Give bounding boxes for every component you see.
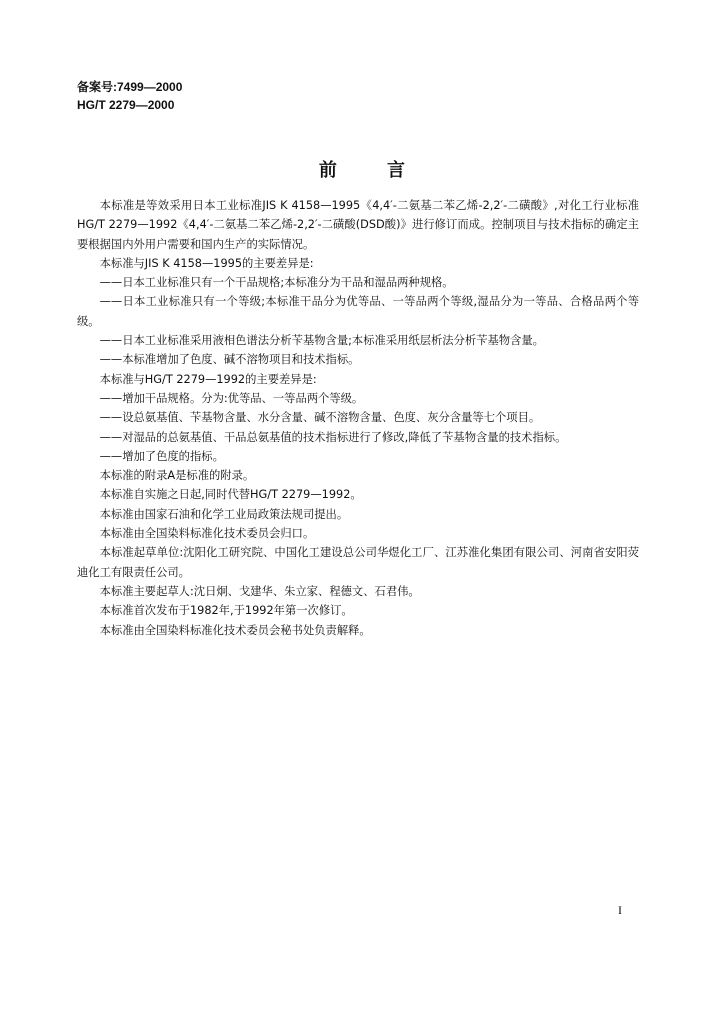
paragraph: 本标准由全国染料标准化技术委员会归口。: [99, 527, 315, 541]
paragraph: ——日本工业标准采用液相色谱法分析苄基物含量;本标准采用纸层析法分析苄基物含量。: [99, 334, 544, 348]
paragraph: ——设总氨基值、苄基物含量、水分含量、碱不溶物含量、色度、灰分含量等七个项目。: [99, 411, 541, 425]
paragraph: ——日本工业标准只有一个干品规格;本标准分为干品和湿品两种规格。: [99, 276, 454, 290]
paragraph: ——增加了色度的指标。: [99, 449, 224, 463]
paragraph: ——日本工业标准只有一个等级;本标准干品分为优等品、一等品两个等级,湿品分为一等品、合格品两个等级。: [77, 295, 639, 328]
paragraph: ——本标准增加了色度、碱不溶物项目和技术指标。: [99, 353, 360, 367]
paragraph: 本标准首次发布于1982年,于1992年第一次修订。: [99, 604, 353, 618]
page-number: I: [618, 903, 622, 917]
paragraph: 本标准的附录A是标准的附录。: [99, 469, 255, 483]
paragraph: 本标准与JIS K 4158—1995的主要差异是:: [99, 256, 314, 270]
paragraph: 本标准自实施之日起,同时代替HG/T 2279—1992。: [99, 488, 362, 502]
paragraph: 本标准由国家石油和化学工业局政策法规司提出。: [99, 507, 349, 521]
page-title: 前 言: [318, 160, 406, 181]
record-number: 备案号:7499—2000: [77, 80, 183, 94]
paragraph: ——对湿品的总氨基值、干品总氨基值的技术指标进行了修改,降低了苄基物含量的技术指标。: [99, 430, 567, 444]
paragraph: 本标准主要起草人:沈日炯、戈建华、朱立家、程德文、石君伟。: [99, 584, 420, 598]
paragraph: 本标准起草单位:沈阳化工研究院、中国化工建设总公司华煜化工厂、江苏淮化集团有限公司、河南省安阳荧迪化工有限责任公司。: [77, 546, 639, 579]
paragraph: ——增加干品规格。分为:优等品、一等品两个等级。: [99, 391, 364, 405]
standard-code: HG/T 2279—2000: [77, 98, 175, 112]
paragraph: 本标准是等效采用日本工业标准JIS K 4158—1995《4,4′-二氨基二苯乙烯-2,2′-二磺酸》,对化工行业标准HG/T 2279—1992《4,4′-二氨基二苯乙烯-2,2′-二磺酸(DSD酸)》进行修订而成。控制项目与技术指标的确定主要根据国内外用户需要和国内生产的实际情况。: [77, 199, 639, 251]
paragraph: 本标准由全国染料标准化技术委员会秘书处负责解释。: [99, 623, 371, 637]
paragraph: 本标准与HG/T 2279—1992的主要差异是:: [99, 372, 317, 386]
document-header: [77, 78, 182, 114]
preface-body: [77, 196, 639, 640]
